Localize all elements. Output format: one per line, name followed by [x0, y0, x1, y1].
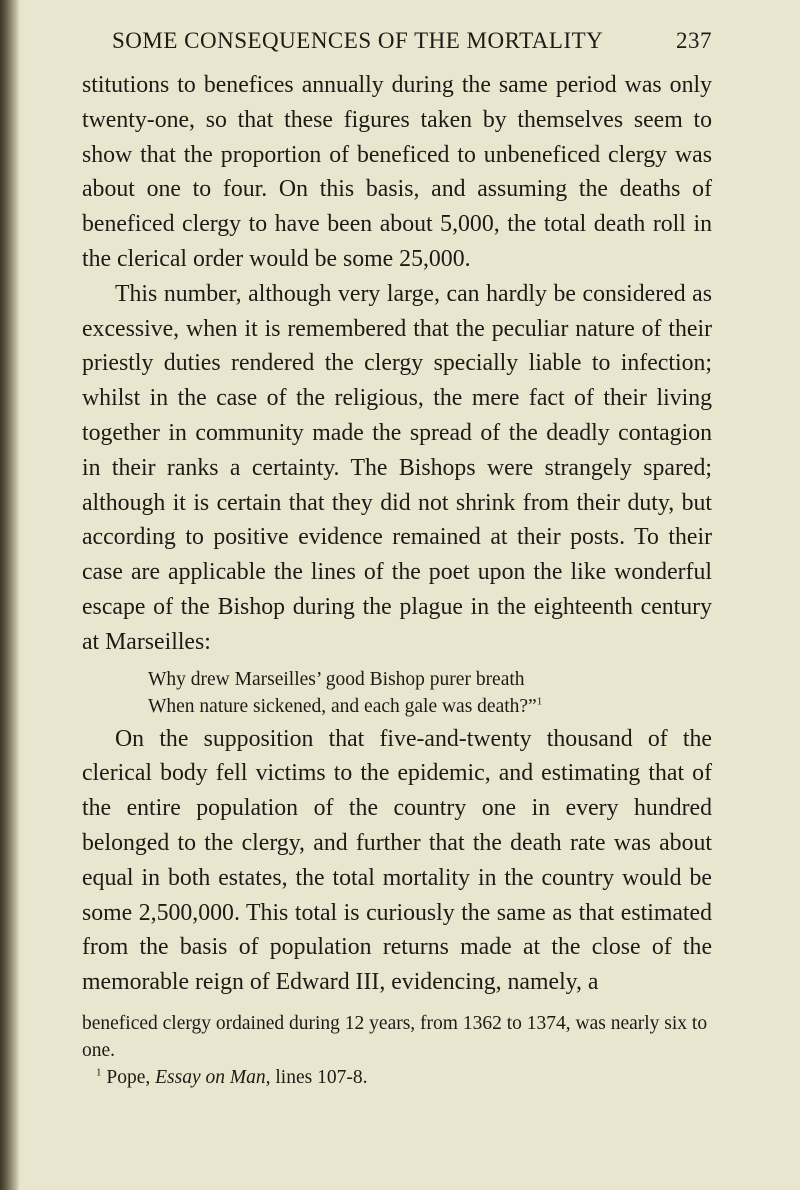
- main-text: [82, 68, 712, 1000]
- paragraph-continued: stitutions to benefices annually during the same period was only twenty-one, so that these figures taken by themselves seem to show that the proportion of beneficed to unbeneficed clergy was about one to four. On this basis, and assuming the deaths of beneficed clergy to have been about 5,000, the total death roll in the clerical order would be some 25,000.: [82, 72, 712, 272]
- verse-line-1: Why drew Marseilles’ good Bishop purer breath: [148, 668, 525, 690]
- footnote-continued: beneficed clergy ordained during 12 years, from 1362 to 1374, was nearly six to one.: [82, 1013, 708, 1061]
- running-header: [82, 28, 712, 62]
- verse-line-2: When nature sickened, and each gale was death?”$^1$: [148, 695, 543, 717]
- page-number: 237: [676, 28, 712, 53]
- paragraph-bishops: This number, although very large, can hardly be considered as excessive, when it is remembered that the peculiar nature of their priestly duties rendered the clergy specially liable to infection; whilst in the case of the religious, the mere fact of their living together in community made the spread of the deadly contagion in their ranks a certainty. The Bishops were strangely spared; although it is certain that they did not shrink from their duty, but according to positive evidence remained at their posts. To their case are applicable the lines of the poet upon the like wonderful escape of the Bishop during the plague in the eighteenth century at Marseilles:: [82, 280, 712, 655]
- footnote-reference: 1: [536, 695, 543, 708]
- verse-quotation: [148, 666, 712, 720]
- paragraph-mortality: On the supposition that five-and-twenty thousand of the clerical body fell victims to the epidemic, and estimating that of the entire population of the country one in every hundred belonged to the clergy, and further that the death rate was about equal in both estates, the total mortality in the country would be some 2,500,000. This total is curiously the same as that estimated from the basis of population returns made at the close of the memorable reign of Edward III, evidencing, namely, a: [82, 725, 712, 996]
- running-title: SOME CONSEQUENCES OF THE MORTALITY: [112, 28, 604, 53]
- footnotes: [82, 1010, 712, 1091]
- binding-gutter: [0, 0, 20, 1190]
- footnote-1: $^1$ Pope, Essay on Man, lines 107-8.: [96, 1066, 368, 1088]
- footnote-work-title: Essay on Man,: [155, 1067, 271, 1088]
- footnote-mark: 1: [96, 1066, 102, 1079]
